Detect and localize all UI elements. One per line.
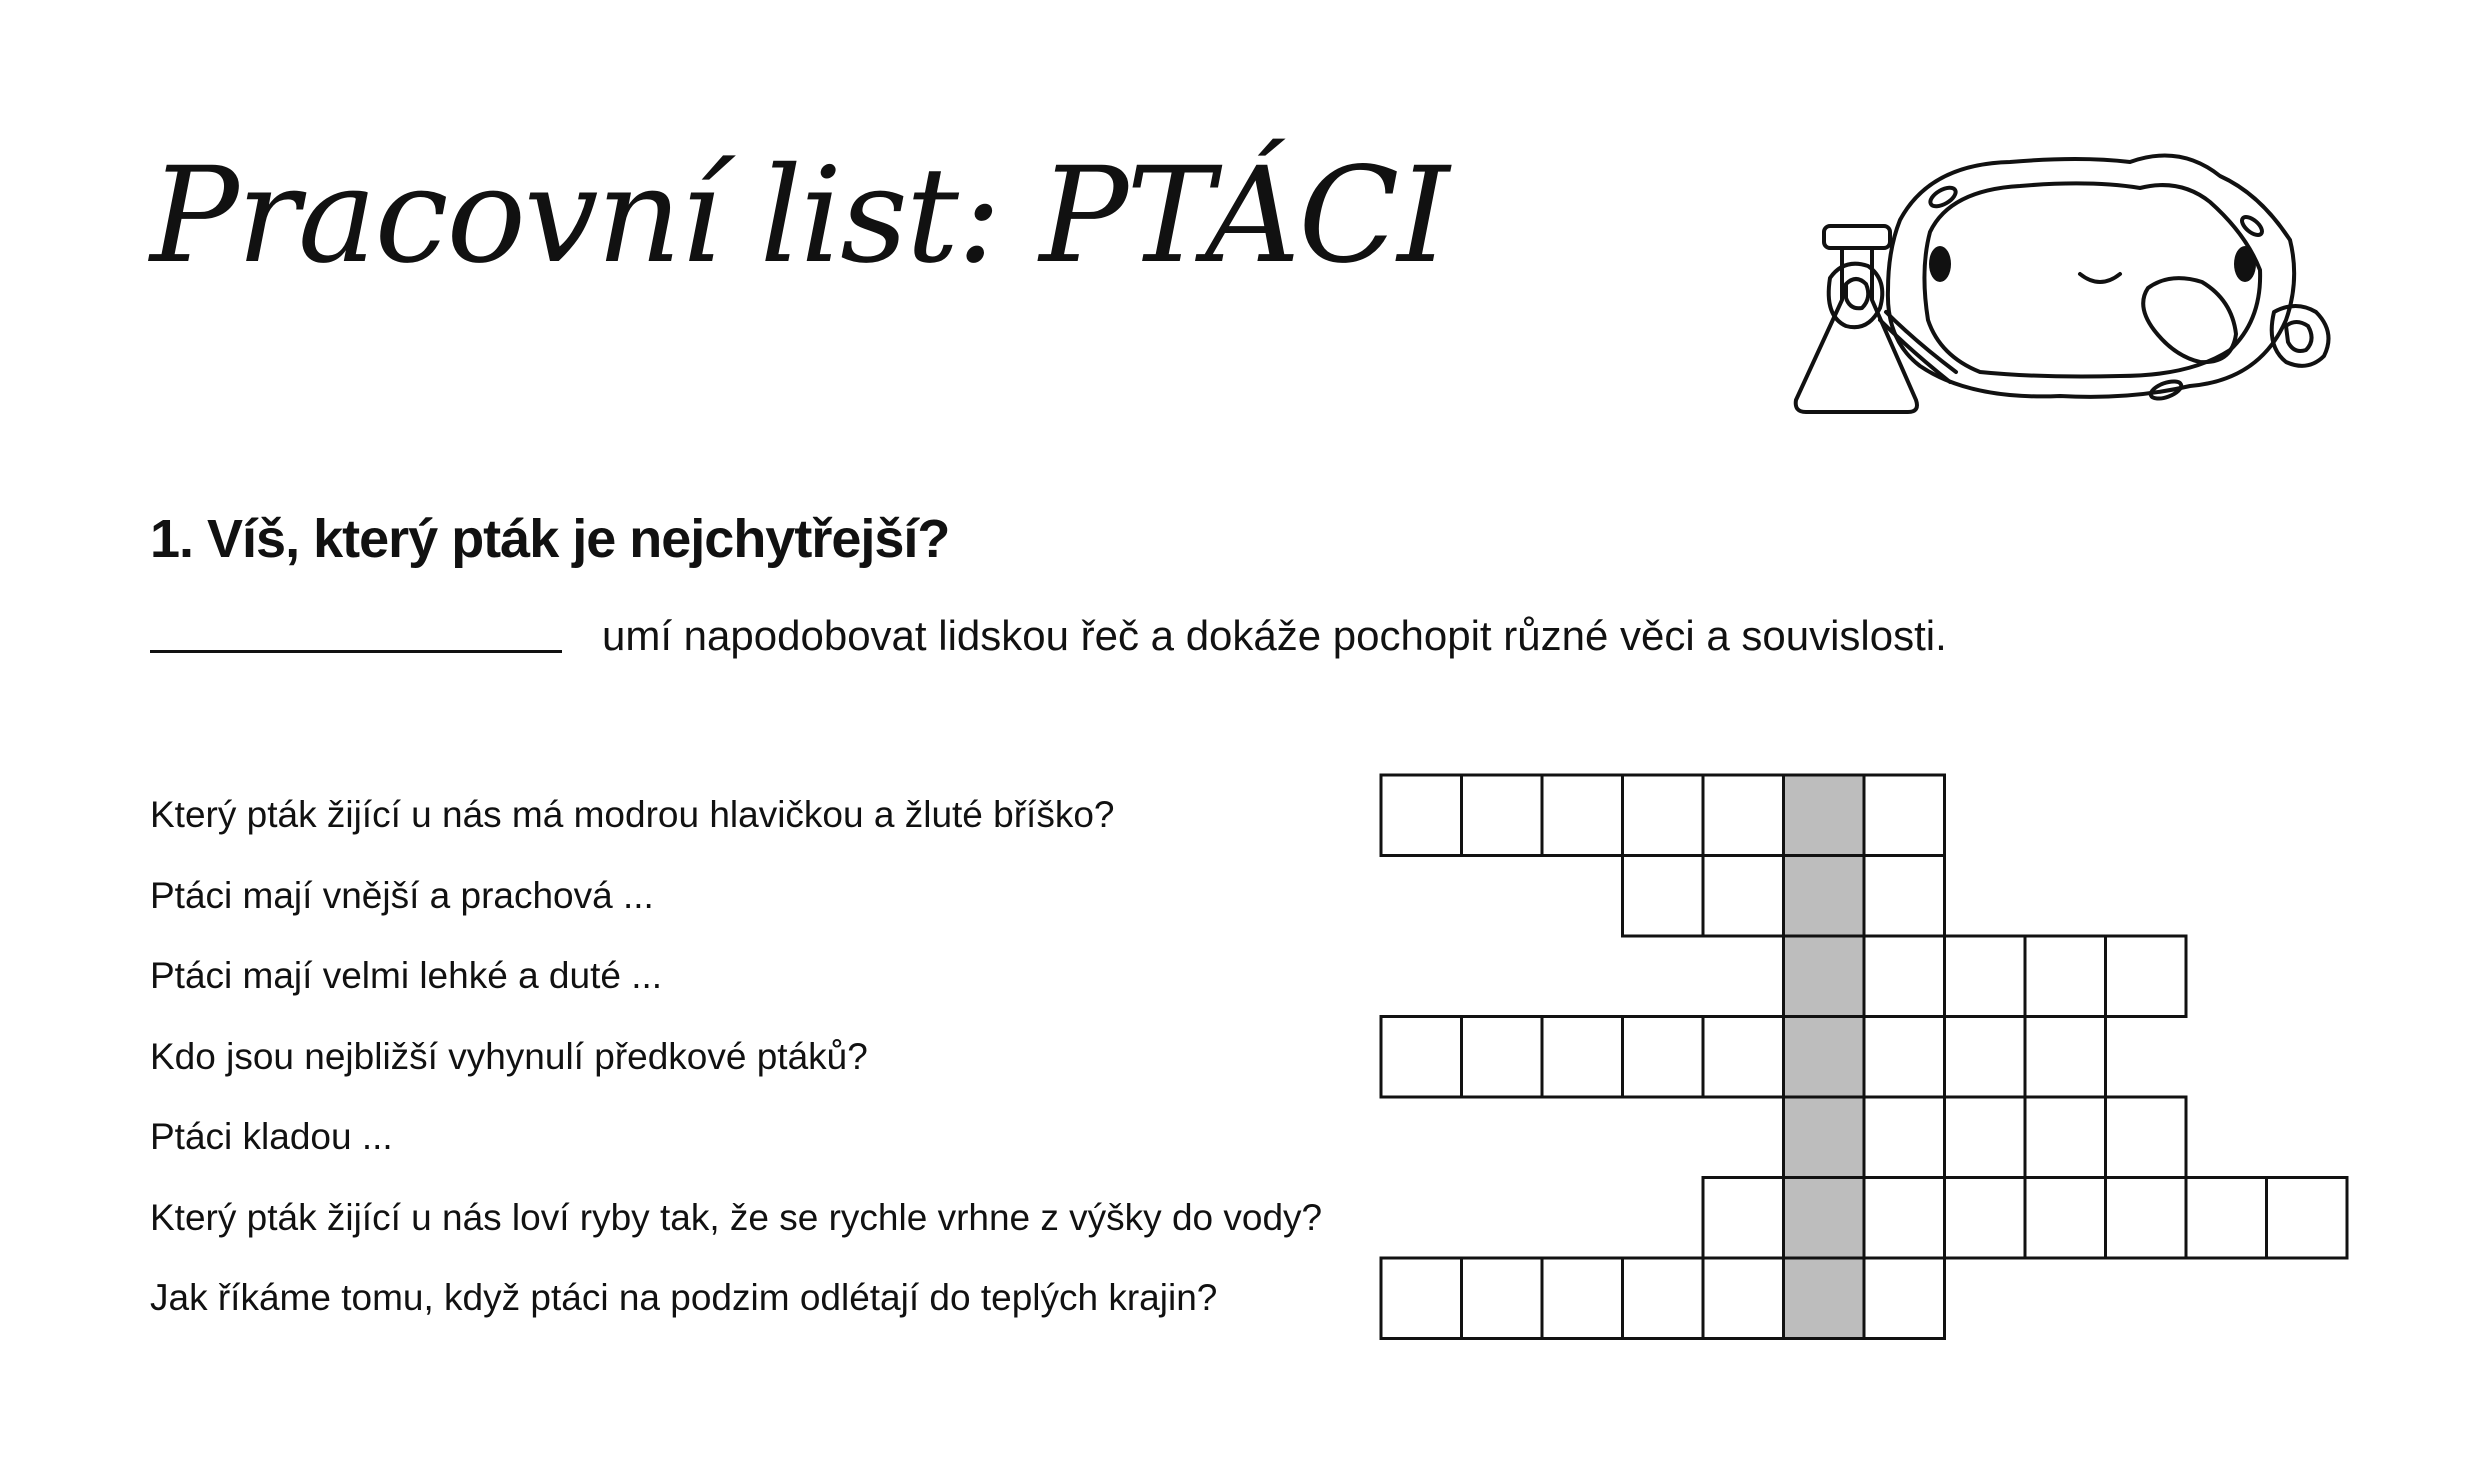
crossword-cell-r1-c5[interactable] [1703,775,1784,856]
crossword-cell-r5-c9[interactable] [2025,1097,2106,1178]
crossword-cell-r3-c8[interactable] [1945,936,2026,1017]
crossword-cell-r6-c11[interactable] [2186,1178,2267,1259]
crossword-cell-r3-c10[interactable] [2106,936,2187,1017]
crossword-clue-4: Kdo jsou nejbližší vyhynulí předkové ptáků? [150,1035,868,1077]
crossword-cell-r6-c9[interactable] [2025,1178,2106,1259]
crossword-clue-6: Který pták žijící u nás loví ryby tak, že se rychle vrhne z výšky do vody? [150,1196,1323,1238]
crossword-cell-r3-c6-solution[interactable] [1784,936,1865,1017]
task-sentence: umí napodobovat lidskou řeč a dokáže pochopit různé věci a souvislosti. [602,612,1947,659]
crossword-cell-r6-c8[interactable] [1945,1178,2026,1259]
crossword-cell-r1-c6-solution[interactable] [1784,775,1865,856]
crossword-cell-r5-c7[interactable] [1864,1097,1945,1178]
crossword-cell-r3-c7[interactable] [1864,936,1945,1017]
crossword-cell-r3-c9[interactable] [2025,936,2106,1017]
crossword-clue-5: Ptáci kladou ... [150,1116,393,1157]
crossword-cell-r4-c7[interactable] [1864,1017,1945,1098]
crossword-cell-r6-c7[interactable] [1864,1178,1945,1259]
crossword-cell-r7-c2[interactable] [1462,1258,1543,1339]
crossword-cell-r6-c6-solution[interactable] [1784,1178,1865,1259]
crossword-clue-2: Ptáci mají vnější a prachová ... [150,874,654,916]
crossword-cell-r5-c6-solution[interactable] [1784,1097,1865,1178]
crossword-cell-r6-c5[interactable] [1703,1178,1784,1259]
crossword-cell-r2-c5[interactable] [1703,856,1784,937]
answer-blank[interactable] [150,650,562,653]
crossword-cell-r4-c1[interactable] [1381,1017,1462,1098]
crossword-cell-r1-c2[interactable] [1462,775,1543,856]
crossword-cell-r4-c8[interactable] [1945,1017,2026,1098]
crossword-cell-r1-c7[interactable] [1864,775,1945,856]
page-title: Pracovní list: PTÁCI [150,139,1448,293]
crossword-cell-r7-c1[interactable] [1381,1258,1462,1339]
crossword-cell-r7-c6-solution[interactable] [1784,1258,1865,1339]
crossword-clue-7: Jak říkáme tomu, když ptáci na podzim odlétají do teplých krajin? [150,1277,1218,1318]
crossword-cell-r5-c8[interactable] [1945,1097,2026,1178]
crossword-cell-r4-c2[interactable] [1462,1017,1543,1098]
crossword-cell-r4-c3[interactable] [1542,1017,1623,1098]
crossword-cell-r1-c1[interactable] [1381,775,1462,856]
crossword-cell-r4-c9[interactable] [2025,1017,2106,1098]
crossword-cell-r6-c10[interactable] [2106,1178,2187,1259]
crossword-cell-r5-c10[interactable] [2106,1097,2187,1178]
crossword-cell-r4-c5[interactable] [1703,1017,1784,1098]
crossword-cell-r2-c4[interactable] [1623,856,1704,937]
crossword-cell-r4-c6-solution[interactable] [1784,1017,1865,1098]
crossword-cell-r1-c4[interactable] [1623,775,1704,856]
crossword-cell-r2-c6-solution[interactable] [1784,856,1865,937]
crossword-clue-3: Ptáci mají velmi lehké a duté ... [150,955,663,996]
cell-mascot-illustration [1790,150,2350,430]
crossword-cell-r1-c3[interactable] [1542,775,1623,856]
crossword-cell-r2-c7[interactable] [1864,856,1945,937]
crossword-cell-r6-c12[interactable] [2267,1178,2348,1259]
crossword-cell-r7-c5[interactable] [1703,1258,1784,1339]
crossword-clue-1: Který pták žijící u nás má modrou hlavičkou a žluté bříško? [150,794,1115,835]
crossword-cell-r7-c3[interactable] [1542,1258,1623,1339]
task-heading: 1. Víš, který pták je nejchytřejší? [150,509,950,569]
crossword-cell-r4-c4[interactable] [1623,1017,1704,1098]
crossword-cell-r7-c4[interactable] [1623,1258,1704,1339]
crossword-cell-r7-c7[interactable] [1864,1258,1945,1339]
